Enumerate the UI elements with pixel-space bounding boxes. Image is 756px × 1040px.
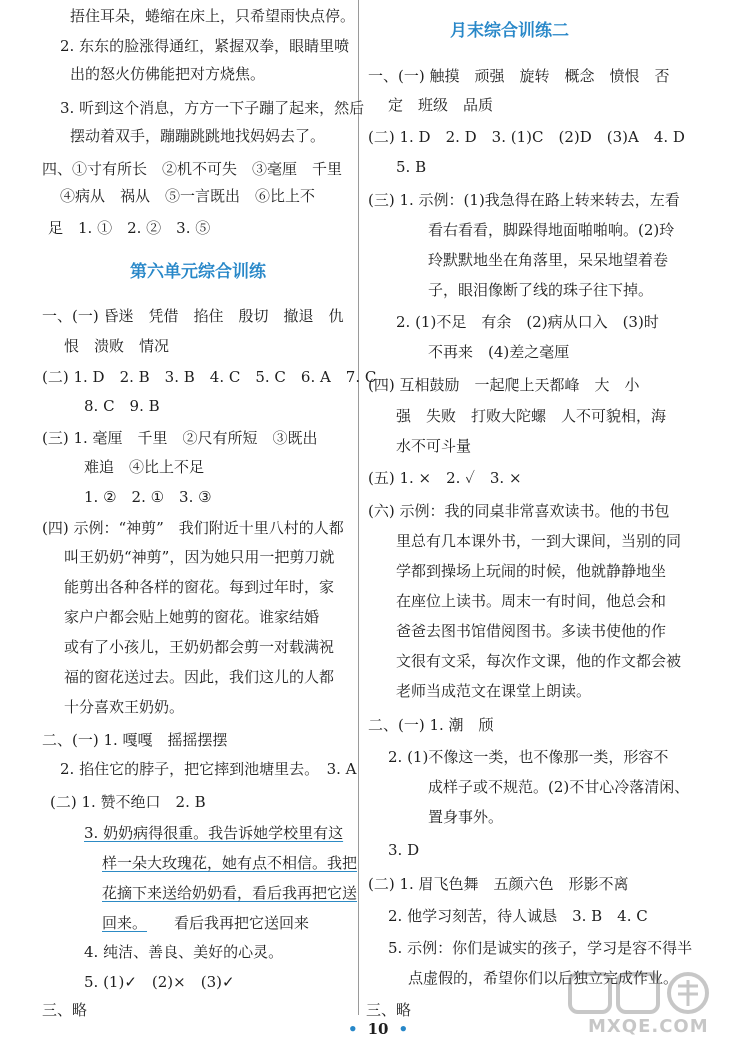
answer-line: 捂住耳朵，蜷缩在床上，只希望雨快点停。 (70, 7, 356, 25)
bullet-icon: • (398, 1020, 409, 1038)
answer-line: 2. (1)不足 有余 (2)病从口入 (3)时 (396, 313, 659, 331)
answer-line: 一、(一) 昏迷 凭借 掐住 殷切 撤退 仇 (42, 307, 344, 325)
answer-line: 5. B (396, 158, 427, 176)
answer-line: 文很有文采，每次作文课，他的作文都会被 (396, 652, 682, 670)
bullet-icon: • (347, 1020, 358, 1038)
answer-line: 1. ② 2. ① 3. ③ (84, 488, 212, 506)
underlined-answer-line: 样一朵大玫瑰花，她有点不相信。我把 (102, 854, 358, 872)
answer-line: 水不可斗量 (396, 437, 472, 455)
column-divider (358, 0, 359, 1015)
answer-line: 在座位上读书。周末一有时间，他总会和 (396, 592, 667, 610)
answer-line: 点虚假的，希望你们以后独立完成作业。 (408, 969, 679, 987)
answer-line: (六) 示例：我的同桌非常喜欢读书。他的书包 (368, 502, 670, 520)
answer-line: 恨 溃败 情况 (64, 337, 170, 355)
answer-line: 4. 纯洁、善良、美好的心灵。 (84, 943, 284, 961)
answer-line: 定 班级 品质 (388, 96, 494, 114)
answer-line: 8. C 9. B (84, 397, 160, 415)
answer-line: (二) 1. 赞不绝口 2. B (50, 793, 206, 811)
answer-line: 家户户都会贴上她剪的窗花。谁家结婚 (64, 608, 320, 626)
answer-line: 置身事外。 (428, 808, 504, 826)
answer-line: 三、略 (42, 1001, 88, 1019)
answer-line: (四) 互相鼓励 一起爬上天都峰 大 小 (368, 376, 640, 394)
answer-line: 学都到操场上玩闹的时候，他就静静地坐 (396, 562, 667, 580)
answer-line: 出的怒火仿佛能把对方烧焦。 (70, 65, 266, 83)
answer-line: (五) 1. × 2. ✓ 3. × (368, 469, 522, 487)
answer-line: 二、(一) 1. 潮 颀 (368, 716, 494, 734)
underlined-answer-line: 3. 奶奶病得很重。我告诉她学校里有这 (84, 824, 344, 842)
answer-line: 5. 示例：你们是诚实的孩子，学习是容不得半 (388, 939, 693, 957)
answer-line: 一、(一) 触摸 顽强 旋转 概念 愤恨 否 (368, 67, 670, 85)
answer-line: 看右看看，脚跺得地面啪啪响。(2)玲 (428, 221, 675, 239)
answer-line: (四) 示例：“神剪” 我们附近十里八村的人都 (42, 519, 344, 537)
answer-line: 三、略 (366, 1001, 412, 1019)
underlined-answer-line: 回来。 (102, 914, 148, 932)
answer-line: 2. 东东的脸涨得通红，紧握双拳，眼睛里喷 (60, 37, 350, 55)
answer-line: 2. (1)不像这一类，也不像那一类，形容不 (388, 748, 669, 766)
page-number-value: 10 (367, 1020, 389, 1038)
watermark-text: MXQE.COM (588, 1016, 709, 1037)
answer-line: 玲默默地坐在角落里，呆呆地望着卷 (428, 251, 669, 269)
answer-line: 十分喜欢王奶奶。 (64, 698, 185, 716)
answer-line: 成样子或不规范。(2)不甘心冷落清闲、 (428, 778, 690, 796)
answer-line: (三) 1. 示例：(1)我急得在路上转来转去，左看 (368, 191, 680, 209)
answer-line: 摆动着双手，蹦蹦跳跳地找妈妈去了。 (70, 127, 326, 145)
answer-line: 爸爸去图书馆借阅图书。多读书使他的作 (396, 622, 667, 640)
answer-line: 或有了小孩儿，王奶奶都会剪一对载满祝 (64, 638, 335, 656)
section-heading: 第六单元综合训练 (130, 262, 266, 282)
underlined-answer-line: 花摘下来送给奶奶看，看后我再把它送 (102, 884, 358, 902)
watermark-logo-icon (566, 970, 752, 1016)
answer-line: (二) 1. D 2. D 3. (1)C (2)D (3)A 4. D (368, 128, 685, 146)
answer-line: (二) 1. D 2. B 3. B 4. C 5. C 6. A 7. C (42, 368, 377, 386)
answer-line: (二) 1. 眉飞色舞 五颜六色 形影不离 (368, 875, 629, 893)
answer-line: 老师当成范文在课堂上朗读。 (396, 682, 592, 700)
answer-line: 里总有几本课外书，一到大课间，当别的同 (396, 532, 682, 550)
answer-line: ④病从 祸从 ⑤一言既出 ⑥比上不 (60, 187, 316, 205)
answer-line: 看后我再把它送回来 (174, 914, 310, 932)
answer-line: 2. 掐住它的脖子，把它摔到池塘里去。 3. A (60, 760, 357, 778)
answer-line: 四、①寸有所长 ②机不可失 ③毫厘 千里 (42, 160, 343, 178)
answer-line: 福的窗花送过去。因此，我们这儿的人都 (64, 668, 335, 686)
section-heading: 月末综合训练二 (450, 21, 569, 41)
answer-line: 子，眼泪像断了线的珠子往下掉。 (428, 281, 654, 299)
answer-line: (三) 1. 毫厘 千里 ②尺有所短 ③既出 (42, 429, 318, 447)
answer-line: 不再来 (4)差之毫厘 (428, 343, 570, 361)
watermark (566, 970, 752, 1036)
answer-line: 强 失败 打败大陀螺 人不可貌相，海 (396, 407, 667, 425)
answer-line: 叫王奶奶“神剪”，因为她只用一把剪刀就 (64, 548, 335, 566)
answer-line: 足 1. ① 2. ② 3. ⑤ (48, 219, 211, 237)
answer-line: 3. D (388, 841, 420, 859)
answer-line: 3. 听到这个消息，方方一下子蹦了起来，然后 (60, 99, 365, 117)
answer-line: 5. (1)✓ (2)× (3)✓ (84, 973, 235, 991)
answer-line: 二、(一) 1. 嘎嘎 摇摇摆摆 (42, 731, 228, 749)
answer-line: 2. 他学习刻苦，待人诚恳 3. B 4. C (388, 907, 648, 925)
answer-line: 难追 ④比上不足 (84, 458, 205, 476)
answer-line: 能剪出各种各样的窗花。每到过年时，家 (64, 578, 335, 596)
